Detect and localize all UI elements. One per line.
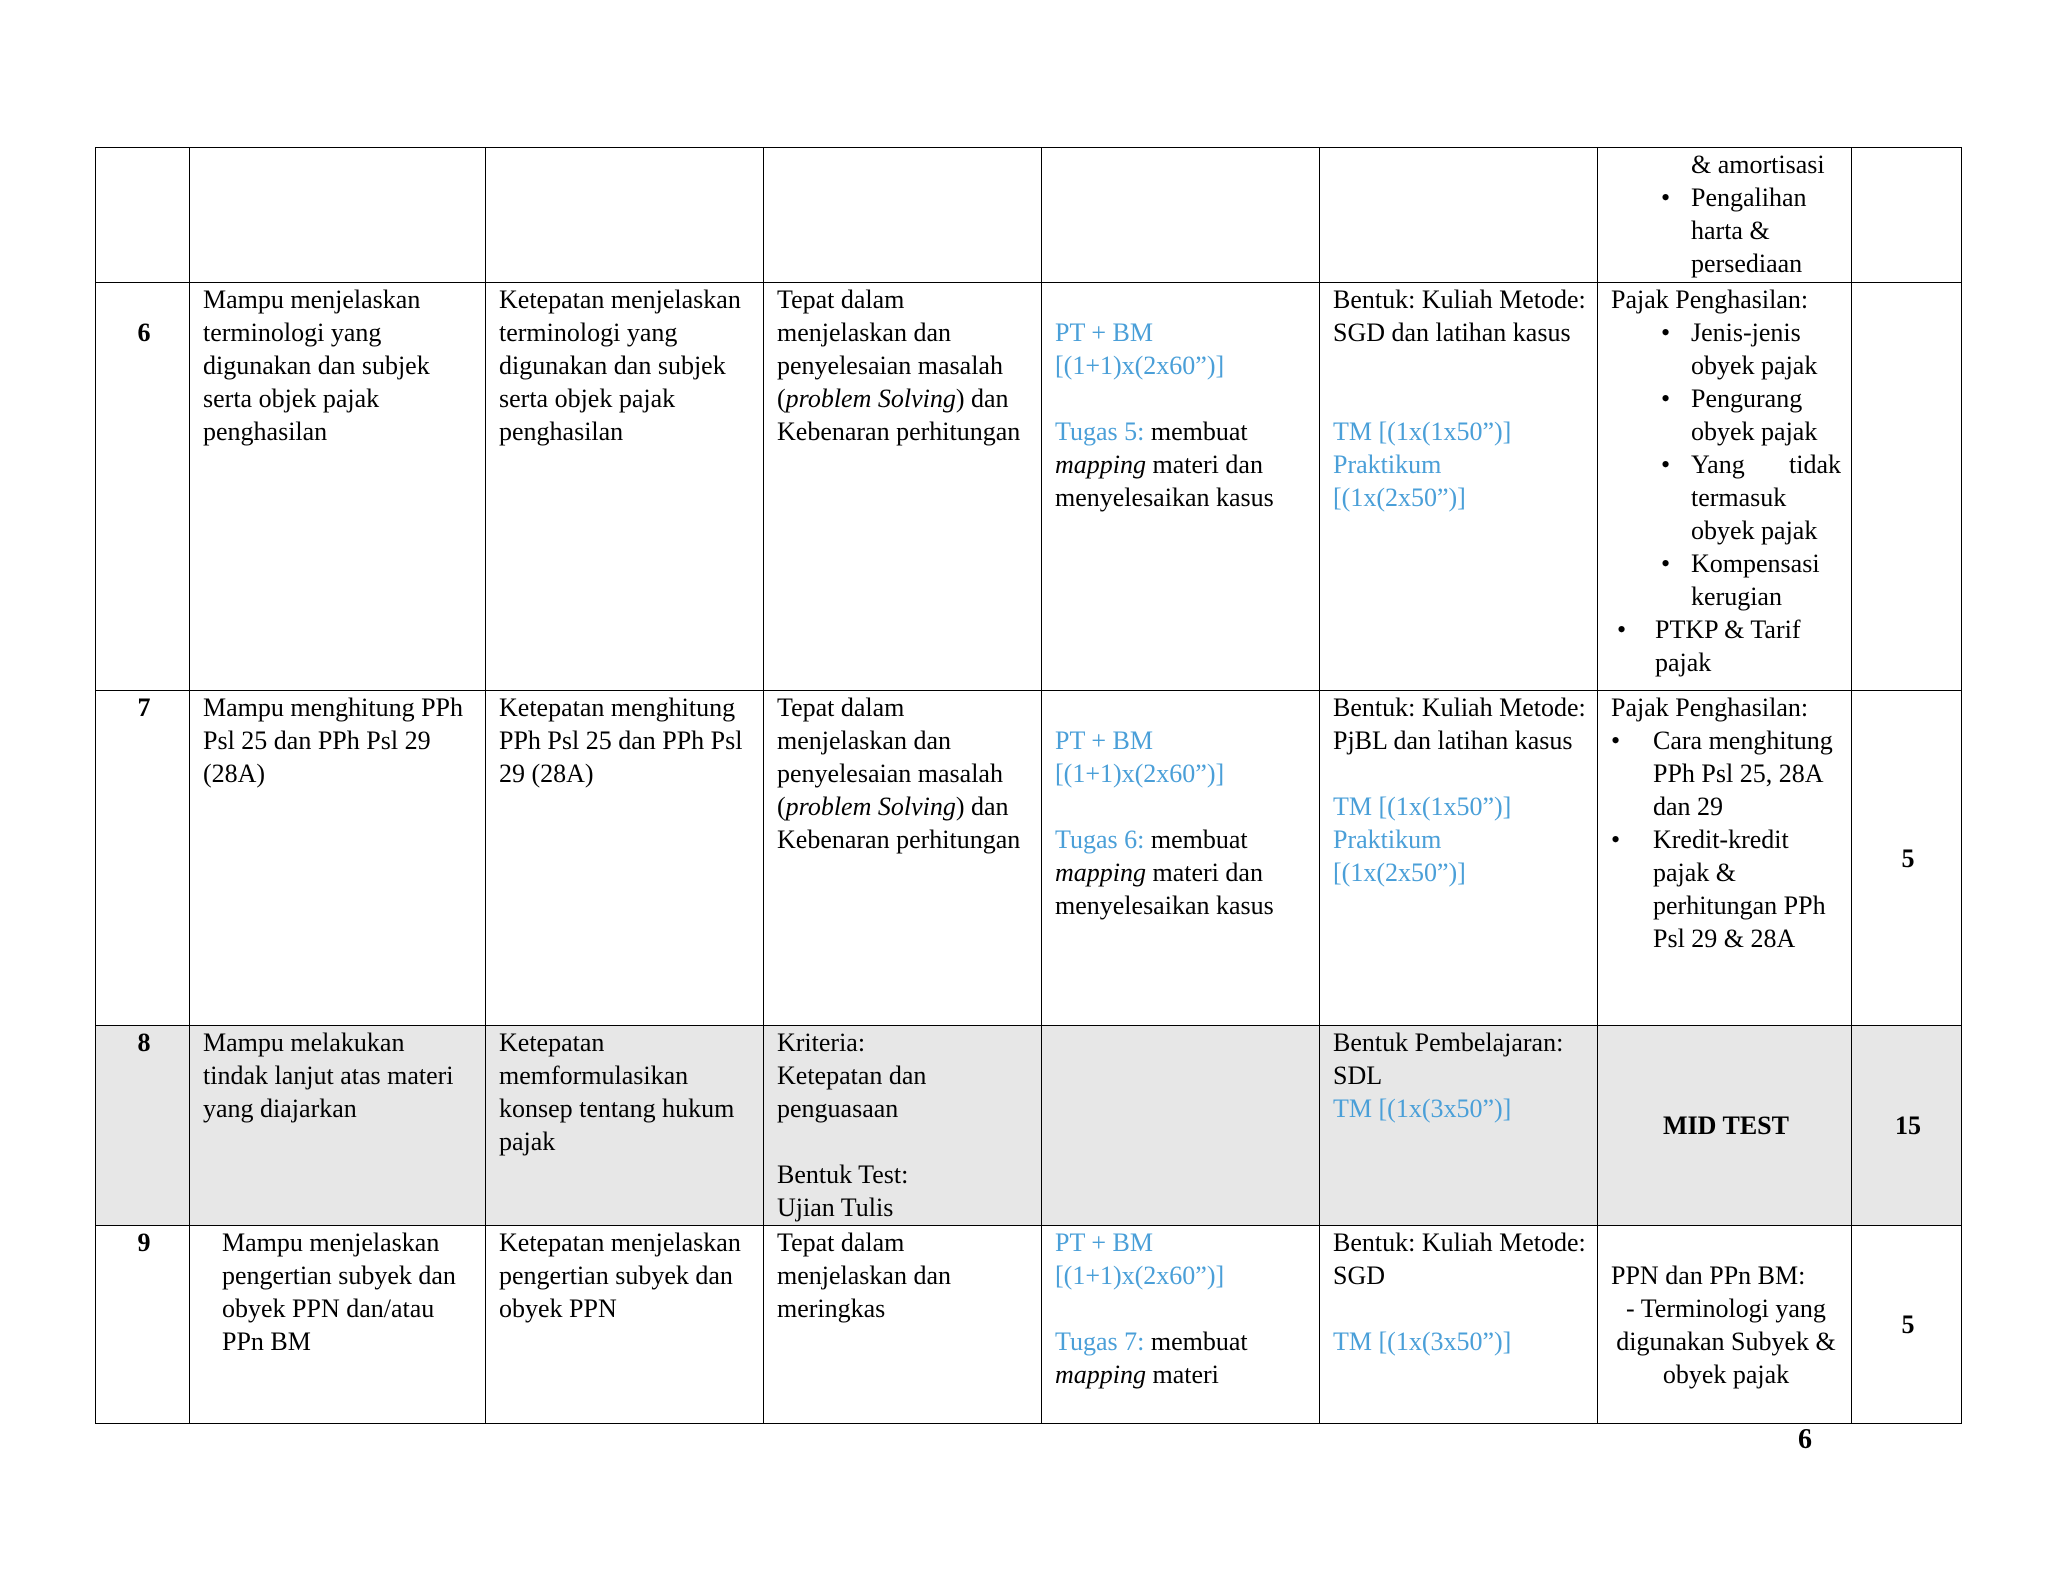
cell-bentuk	[1320, 1026, 1598, 1226]
metode-pt: PT + BM	[1055, 318, 1153, 347]
praktikum-text: Praktikum	[1333, 825, 1442, 854]
cell-indikator: Ketepatan memformulasikan konsep tentang hukum pajak	[486, 1026, 764, 1226]
cell-kemampuan: Mampu menjelaskan pengertian subyek dan obyek PPN dan/atau PPn BM	[190, 1226, 486, 1424]
cell-metode	[1042, 1026, 1320, 1226]
materi-title: Pajak Penghasilan:	[1611, 693, 1809, 722]
cell-kriteria	[764, 1026, 1042, 1226]
metode-formula: [(1+1)x(2x60”)]	[1055, 351, 1225, 380]
cell-materi	[1598, 148, 1852, 283]
cell-materi	[1598, 691, 1852, 1026]
cell-indikator: Ketepatan menghitung PPh Psl 25 dan PPh Psl 29 (28A)	[486, 691, 764, 1026]
page-number: 6	[1798, 1424, 1812, 1455]
materi-title: PPN dan PPn BM:	[1611, 1261, 1806, 1290]
tugas-label: Tugas 7:	[1055, 1327, 1145, 1356]
tugas-text: Tugas 5: membuat mapping materi dan menyelesaikan kasus	[1055, 417, 1274, 512]
table-row-7	[96, 691, 1962, 1026]
week-number: 6	[96, 283, 190, 691]
cell-bobot	[1852, 148, 1962, 283]
tugas-text: Tugas 6: membuat mapping materi dan menyelesaikan kasus	[1055, 825, 1274, 920]
cell-materi	[1598, 283, 1852, 691]
cell-metode	[1042, 1226, 1320, 1424]
tugas-label: Tugas 5:	[1055, 417, 1145, 446]
materi-list	[1611, 316, 1841, 613]
bentuk-test-value: Ujian Tulis	[777, 1193, 894, 1222]
bobot-value: 5	[1852, 1226, 1962, 1424]
materi-dash-item: - Terminologi yang digunakan Subyek & obyek pajak	[1616, 1294, 1836, 1389]
table-row-6	[96, 283, 1962, 691]
list-item: • Jenis-jenis obyek pajak	[1611, 316, 1841, 382]
cell-kriteria: Tepat dalam menjelaskan dan meringkas	[764, 1226, 1042, 1424]
materi-list	[1611, 724, 1841, 955]
tm-text: TM [(1x(1x50”)]	[1333, 417, 1512, 446]
list-item: • Cara menghitung PPh Psl 25, 28A dan 29	[1611, 724, 1841, 823]
cell-metode	[1042, 691, 1320, 1026]
cell-indikator	[486, 148, 764, 283]
kriteria-text: Ketepatan dan penguasaan	[777, 1061, 927, 1123]
table-row-9	[96, 1226, 1962, 1424]
cell-kemampuan: Mampu menjelaskan terminologi yang digunakan dan subjek serta objek pajak penghasilan	[190, 283, 486, 691]
list-item: • Pengalihan harta & persediaan	[1611, 181, 1841, 280]
list-item: • PTKP & Tarif pajak	[1611, 613, 1841, 679]
bentuk-text: Bentuk: Kuliah Metode: SGD	[1333, 1228, 1586, 1290]
bobot-value: 5	[1852, 691, 1962, 1026]
cell-kriteria	[764, 283, 1042, 691]
praktikum-formula: [(1x(2x50”)]	[1333, 483, 1466, 512]
table-row-continuation	[96, 148, 1962, 283]
cell-materi	[1598, 1226, 1852, 1424]
bentuk-text: Bentuk: Kuliah Metode: PjBL dan latihan kasus	[1333, 693, 1586, 755]
kriteria-italic: problem Solving	[785, 384, 956, 413]
cell-kemampuan	[190, 148, 486, 283]
tm-text: TM [(1x(3x50”)]	[1333, 1094, 1512, 1123]
list-item: • Kredit-kredit pajak & perhitungan PPh Psl 29 & 28A	[1611, 823, 1841, 955]
bentuk-text: Bentuk Pembelajaran: SDL	[1333, 1028, 1564, 1090]
cell-bentuk	[1320, 1226, 1598, 1424]
metode-formula: [(1+1)x(2x60”)]	[1055, 1261, 1225, 1290]
cell-metode	[1042, 283, 1320, 691]
cell-kemampuan: Mampu melakukan tindak lanjut atas materi yang diajarkan	[190, 1026, 486, 1226]
tm-text: TM [(1x(3x50”)]	[1333, 1327, 1512, 1356]
cell-kriteria: Tepat dalam menjelaskan dan penyelesaian masalah (problem Solving) dan Kebenaran perhitungan	[764, 691, 1042, 1026]
bentuk-text: Bentuk: Kuliah Metode: SGD dan latihan kasus	[1333, 285, 1586, 347]
cell-bentuk	[1320, 691, 1598, 1026]
materi-list-extra	[1611, 613, 1841, 679]
week-number: 9	[96, 1226, 190, 1424]
praktikum-formula: [(1x(2x50”)]	[1333, 858, 1466, 887]
week-number: 8	[96, 1026, 190, 1226]
table-row-8	[96, 1026, 1962, 1226]
cell-indikator: Ketepatan menjelaskan terminologi yang digunakan dan subjek serta objek pajak penghasilan	[486, 283, 764, 691]
tugas-text: Tugas 7: membuat mapping materi	[1055, 1327, 1248, 1389]
tm-text: TM [(1x(1x50”)]	[1333, 792, 1512, 821]
bobot-value: 15	[1852, 1026, 1962, 1226]
mid-test-label: MID TEST	[1598, 1026, 1852, 1226]
metode-pt: PT + BM	[1055, 1228, 1153, 1257]
cell-kemampuan: Mampu menghitung PPh Psl 25 dan PPh Psl 29 (28A)	[190, 691, 486, 1026]
week-number: 7	[96, 691, 190, 1026]
praktikum-text: Praktikum	[1333, 450, 1442, 479]
rps-table	[95, 147, 1962, 1424]
cell-bentuk	[1320, 148, 1598, 283]
tugas-label: Tugas 6:	[1055, 825, 1145, 854]
cell-minggu	[96, 148, 190, 283]
cell-kriteria	[764, 148, 1042, 283]
materi-line: & amortisasi	[1691, 150, 1825, 179]
kriteria-label: Kriteria:	[777, 1028, 866, 1057]
kriteria-text-post: ) dan Kebenaran perhitungan	[777, 384, 1021, 446]
list-item: • Pengurang obyek pajak	[1611, 382, 1841, 448]
list-item: • Yang tidak termasuk obyek pajak	[1611, 448, 1841, 547]
metode-formula: [(1+1)x(2x60”)]	[1055, 759, 1225, 788]
materi-title: Pajak Penghasilan:	[1611, 285, 1809, 314]
list-item: • Kompensasi kerugian	[1611, 547, 1841, 613]
kriteria-text: Tepat dalam menjelaskan dan penyelesaian masalah (	[777, 285, 1003, 413]
cell-metode	[1042, 148, 1320, 283]
bentuk-test-label: Bentuk Test:	[777, 1160, 909, 1189]
cell-bentuk	[1320, 283, 1598, 691]
cell-bobot	[1852, 283, 1962, 691]
cell-indikator: Ketepatan menjelaskan pengertian subyek dan obyek PPN	[486, 1226, 764, 1424]
metode-pt: PT + BM	[1055, 726, 1153, 755]
materi-list	[1611, 181, 1841, 280]
